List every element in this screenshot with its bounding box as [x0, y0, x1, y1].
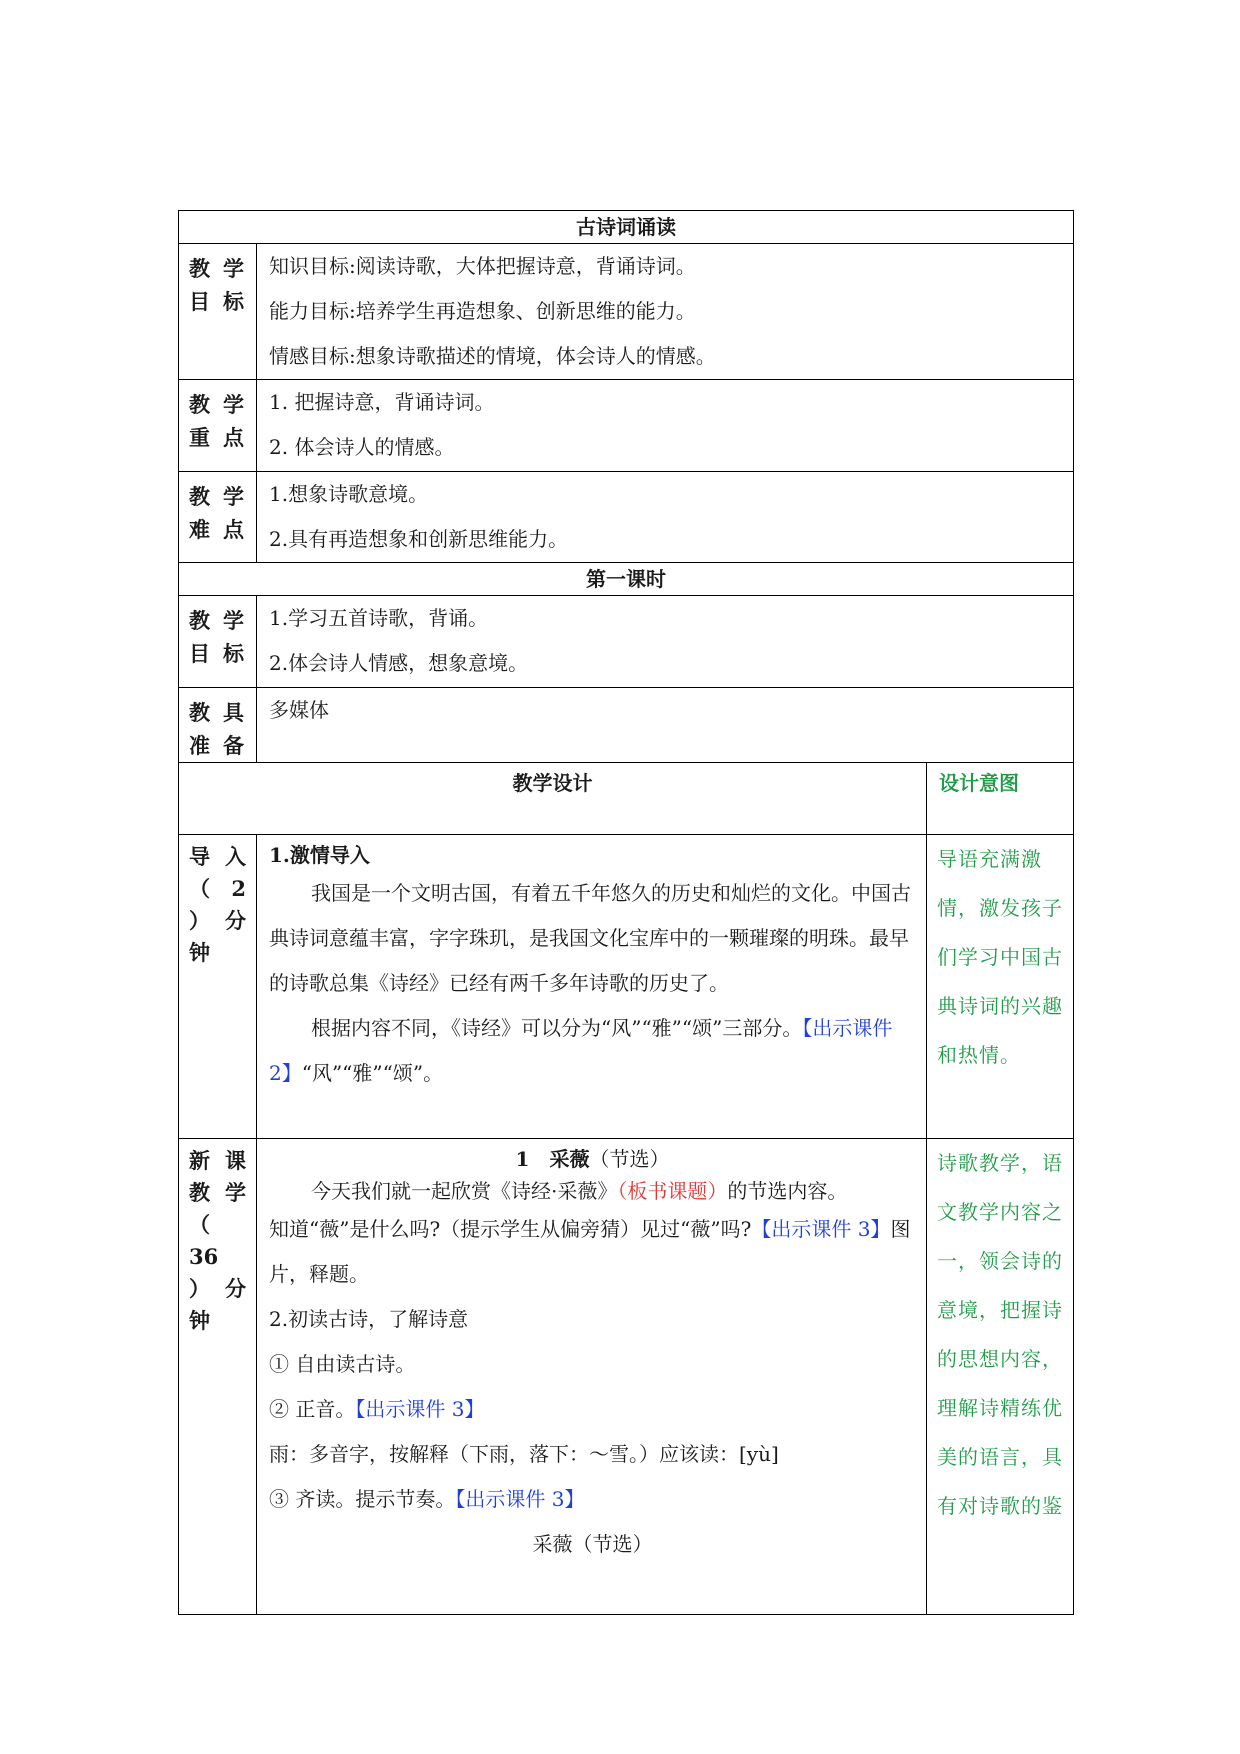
period-goals-content: 1.学习五首诗歌，背诵。 2.体会诗人情感，想象意境。: [257, 596, 1074, 688]
poem-heading: 1 采薇（节选）: [515, 1147, 670, 1171]
tools-content: 多媒体: [257, 688, 1074, 763]
new-lesson-content: 1 采薇（节选） 今天我们就一起欣赏《诗经·采薇》（板书课题）的节选内容。 知道“薇”是什么吗?（提示学生从偏旁猜）见过“薇”吗?【出示课件 3】图片，释题。 2.初读古诗，了解诗意 ① 自由读古诗。 ② 正音。【出示课件 3】 雨：多音字，按解释（下雨，落下：～雪。）应该读：[yù] ③ 齐读。提示节奏。【出示课件 3】 采薇（节选）: [257, 1139, 927, 1615]
table-title: 古诗词诵读: [179, 211, 1074, 244]
intro-note: 导语充满激情，激发孩子们学习中国古典诗词的兴趣和热情。: [927, 835, 1074, 1139]
new-lesson-note: 诗歌教学，语文教学内容之一，领会诗的意境，把握诗的思想内容，理解诗精练优美的语言，具有对诗歌的鉴: [927, 1139, 1074, 1615]
design-header: 教学设计: [179, 763, 927, 835]
new-lesson-label: 新 课 教 学 （ 36 ） 分 钟: [179, 1139, 257, 1615]
step-read: ③ 齐读。提示节奏。【出示课件 3】: [269, 1487, 585, 1511]
difficulties-content: 1.想象诗歌意境。 2.具有再造想象和创新思维能力。: [257, 472, 1074, 563]
goals-label: 教 学 目 标: [179, 244, 257, 380]
question-line: 知道“薇”是什么吗?（提示学生从偏旁猜）见过“薇”吗?【出示课件 3】图片，释题。: [269, 1217, 911, 1286]
period-goals-label: 教 学 目 标: [179, 596, 257, 688]
intro-content: 1.激情导入 我国是一个文明古国，有着五千年悠久的历史和灿烂的文化。中国古典诗词意蕴丰富，字字珠玑，是我国文化宝库中的一颗璀璨的明珠。最早的诗歌总集《诗经》已经有两千多年诗歌的历史了。 根据内容不同，《诗经》可以分为“风”“雅”“颂”三部分。【出示课件 2】“风”“雅”“颂”。: [257, 835, 927, 1139]
design-note-header: 设计意图: [927, 763, 1074, 835]
intro-para2: 根据内容不同，《诗经》可以分为“风”“雅”“颂”三部分。【出示课件 2】“风”“雅”“颂”。: [269, 1016, 893, 1085]
intro-line: 今天我们就一起欣赏《诗经·采薇》（板书课题）的节选内容。: [311, 1179, 848, 1203]
goals-content: 知识目标:阅读诗歌，大体把握诗意，背诵诗词。 能力目标:培养学生再造想象、创新思维的能力。 情感目标:想象诗歌描述的情境，体会诗人的情感。: [257, 244, 1074, 380]
key-points-label: 教 学 重 点: [179, 380, 257, 472]
lesson-plan-table: [178, 210, 1074, 1615]
difficulties-label: 教 学 难 点: [179, 472, 257, 563]
intro-label: 导 入 （ 2 ） 分 钟: [179, 835, 257, 1139]
period-title: 第一课时: [179, 563, 1074, 596]
tools-label: 教 具 准 备: [179, 688, 257, 763]
key-points-content: 1. 把握诗意，背诵诗词。 2. 体会诗人的情感。: [257, 380, 1074, 472]
step-pronounce: ② 正音。【出示课件 3】: [269, 1397, 485, 1421]
